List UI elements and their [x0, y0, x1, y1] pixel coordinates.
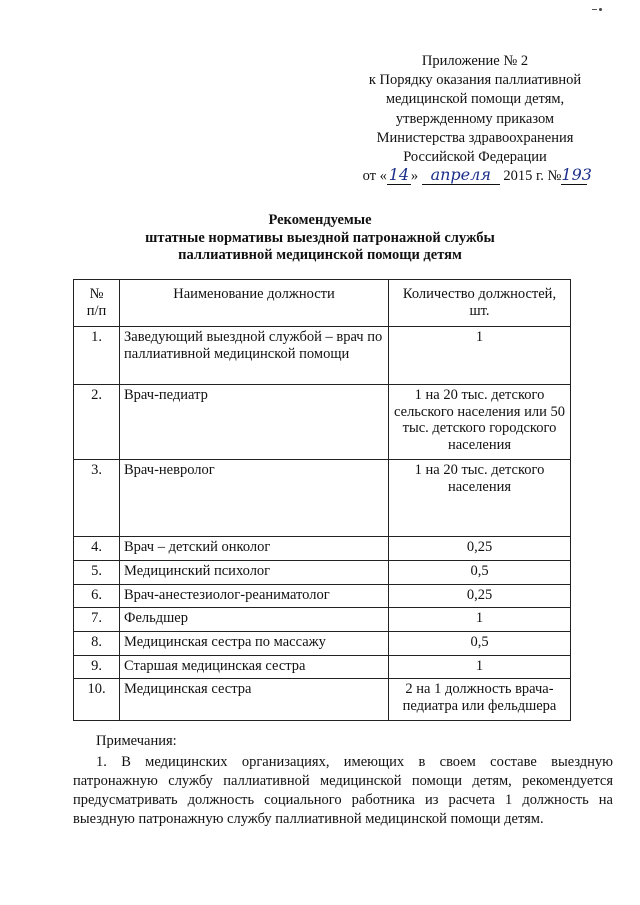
- date-month-handwritten: апреля: [430, 165, 491, 185]
- header-quantity-line: Количество должностей,: [402, 286, 557, 302]
- table-row: [74, 656, 571, 679]
- row-quantity: 1: [389, 656, 571, 679]
- row-quantity: 0,25: [389, 537, 571, 561]
- row-number: 4.: [74, 537, 120, 561]
- row-position: Медицинская сестра: [120, 679, 389, 721]
- order-number-blank: [561, 165, 592, 185]
- date-day-handwritten: 14: [388, 165, 410, 185]
- date-prefix: от «: [362, 168, 387, 185]
- row-position: Врач – детский онколог: [120, 537, 389, 561]
- title-line: паллиативной медицинской помощи детям: [178, 247, 462, 263]
- appendix-line: Министерства здравоохранения: [376, 129, 574, 146]
- row-position: Заведующий выездной службой – врач по паллиативной медицинской помощи: [120, 327, 389, 385]
- header-number-line: №: [89, 286, 104, 302]
- header-position: [120, 280, 389, 327]
- appendix-line: к Порядку оказания паллиативной: [368, 72, 582, 89]
- title-line: Рекомендуемые: [268, 212, 372, 228]
- header-quantity-line: шт.: [469, 303, 490, 319]
- row-quantity: 0,5: [389, 561, 571, 585]
- date-day-blank: [387, 167, 411, 185]
- appendix-line: утвержденному приказом: [395, 110, 555, 127]
- row-quantity: 0,25: [389, 585, 571, 608]
- row-number: 1.: [74, 327, 120, 385]
- table-row: [74, 608, 571, 632]
- appendix-header: [330, 52, 620, 186]
- row-position: Фельдшер: [120, 608, 389, 632]
- header-number-line: п/п: [86, 303, 107, 319]
- order-number-handwritten: 193: [561, 165, 592, 185]
- title-line: штатные нормативы выездной патронажной службы: [145, 229, 495, 246]
- row-position: Старшая медицинская сестра: [120, 656, 389, 679]
- row-number: 7.: [74, 608, 120, 632]
- table-row: [74, 385, 571, 460]
- row-number: 10.: [74, 679, 120, 721]
- order-date-line: [330, 167, 620, 186]
- row-position: Врач-невролог: [120, 460, 389, 537]
- header-number: [74, 280, 120, 327]
- table-row: [74, 679, 571, 721]
- date-quote-close: »: [410, 168, 419, 185]
- header-position-text: Наименование должности: [173, 286, 335, 302]
- row-position: Врач-педиатр: [120, 385, 389, 460]
- document-title: [120, 212, 520, 265]
- notes-heading: Примечания:: [96, 733, 177, 749]
- row-quantity: 1 на 20 тыс. детского сельского населения или 50 тыс. детского городского населения: [389, 385, 571, 460]
- scan-speck: [592, 8, 604, 11]
- row-number: 2.: [74, 385, 120, 460]
- table-row: [74, 585, 571, 608]
- header-quantity: [389, 280, 571, 327]
- row-quantity: 1 на 20 тыс. детского населения: [389, 460, 571, 537]
- row-quantity: 0,5: [389, 632, 571, 656]
- table-row: [74, 460, 571, 537]
- appendix-number: Приложение № 2: [421, 53, 529, 69]
- row-quantity: 1: [389, 608, 571, 632]
- note-item: 1. В медицинских организациях, имеющих в своем составе выездную патронажную службу паллиативной медицинской помощи детям, рекомендуется предусматривать должность социального работника из расчета 1 должность на выездную патронажную службу паллиативной медицинской помощи детям.: [73, 754, 613, 827]
- staffing-norms-table: [73, 279, 571, 721]
- table-row: [74, 561, 571, 585]
- table-row: [74, 327, 571, 385]
- appendix-line: медицинской помощи детям,: [385, 91, 565, 108]
- table-row: [74, 537, 571, 561]
- notes-section: [73, 732, 613, 829]
- row-quantity: 1: [389, 327, 571, 385]
- row-position: Медицинская сестра по массажу: [120, 632, 389, 656]
- appendix-line: Российской Федерации: [403, 149, 547, 166]
- row-quantity: 2 на 1 должность врача-педиатра или фельдшера: [389, 679, 571, 721]
- table-row: [74, 632, 571, 656]
- row-number: 6.: [74, 585, 120, 608]
- row-number: 9.: [74, 656, 120, 679]
- row-number: 8.: [74, 632, 120, 656]
- row-number: 3.: [74, 460, 120, 537]
- row-number: 5.: [74, 561, 120, 585]
- row-position: Медицинский психолог: [120, 561, 389, 585]
- date-year: 2015 г. №: [503, 168, 562, 185]
- date-month-blank: [422, 167, 500, 185]
- row-position: Врач-анестезиолог-реаниматолог: [120, 585, 389, 608]
- table-header-row: [74, 280, 571, 327]
